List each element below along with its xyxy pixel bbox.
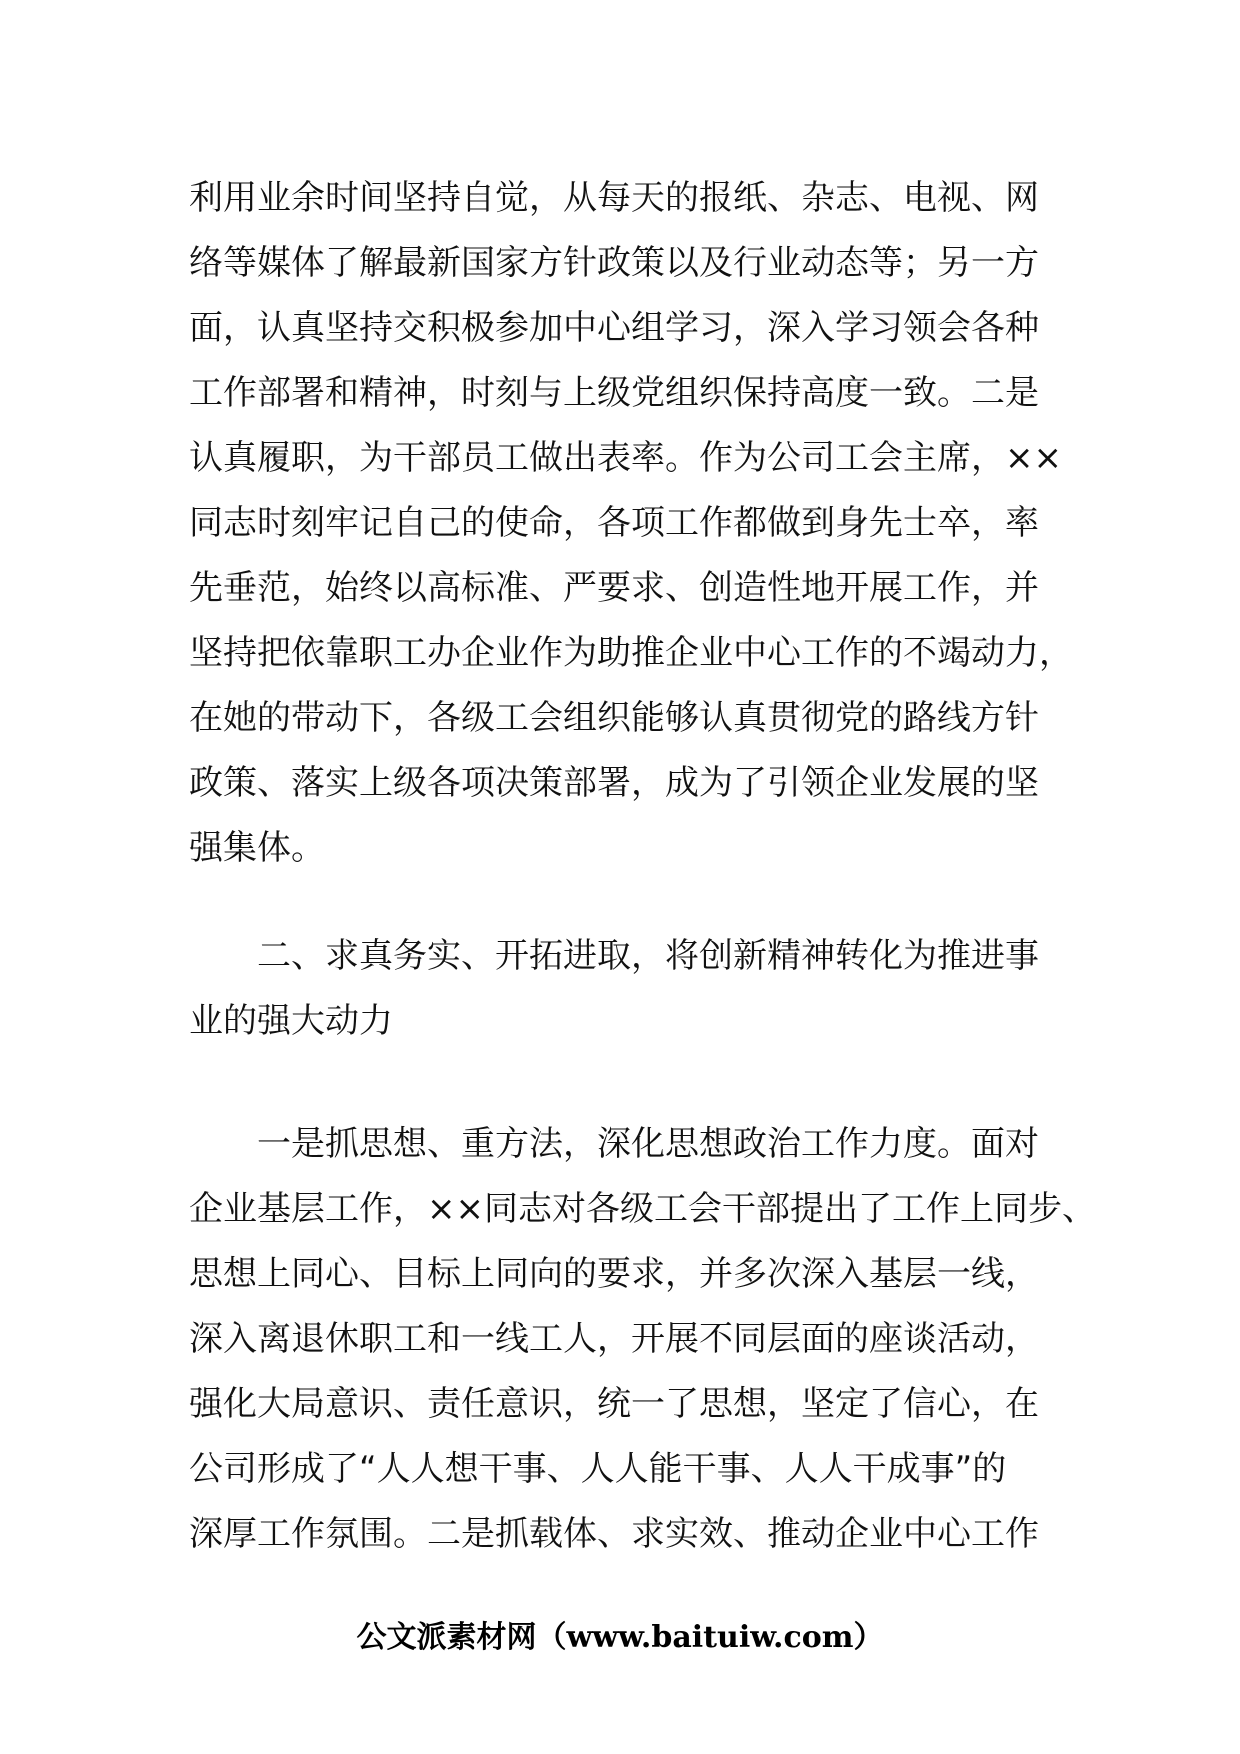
section-heading: [189, 924, 1079, 1054]
text-line: 在她的带动下，各级工会组织能够认真贯彻党的路线方针: [189, 698, 1039, 738]
text-line: 络等媒体了解最新国家方针政策以及行业动态等；另一方: [189, 243, 1039, 283]
text-line: 面，认真坚持交积极参加中心组学习，深入学习领会各种: [189, 308, 1039, 348]
text-line: 强集体。: [189, 828, 325, 868]
heading-line: 业的强大动力: [189, 1001, 393, 1041]
text-line: 先垂范，始终以高标准、严要求、创造性地开展工作，并: [189, 568, 1039, 608]
text-line: 深厚工作氛围。二是抓载体、求实效、推动企业中心工作: [189, 1514, 1039, 1554]
text-line: 企业基层工作，××同志对各级工会干部提出了工作上同步、: [189, 1189, 1096, 1229]
text-line: 深入离退休职工和一线工人，开展不同层面的座谈活动，: [189, 1319, 1039, 1359]
text-line: 一是抓思想、重方法，深化思想政治工作力度。面对: [257, 1124, 1039, 1164]
text-line: 坚持把依靠职工办企业作为助推企业中心工作的不竭动力，: [189, 633, 1073, 673]
text-line: 强化大局意识、责任意识，统一了思想，坚定了信心，在: [189, 1384, 1039, 1424]
text-line: 公司形成了“人人想干事、人人能干事、人人干成事”的: [189, 1449, 1007, 1489]
text-line: 政策、落实上级各项决策部署，成为了引领企业发展的坚: [189, 763, 1039, 803]
body-paragraph: [189, 1112, 1096, 1567]
page-footer: 公文派素材网（www.baituiw.com）: [356, 1620, 884, 1655]
text-line: 工作部署和精神，时刻与上级党组织保持高度一致。二是: [189, 373, 1039, 413]
body-paragraph: [189, 166, 1079, 881]
text-line: 思想上同心、目标上同向的要求，并多次深入基层一线，: [189, 1254, 1039, 1294]
text-line: 利用业余时间坚持自觉，从每天的报纸、杂志、电视、网: [189, 178, 1039, 218]
text-line: 同志时刻牢记自己的使命，各项工作都做到身先士卒，率: [189, 503, 1039, 543]
heading-line: 二、求真务实、开拓进取，将创新精神转化为推进事: [257, 936, 1039, 976]
text-line: 认真履职，为干部员工做出表率。作为公司工会主席，××: [189, 438, 1062, 478]
